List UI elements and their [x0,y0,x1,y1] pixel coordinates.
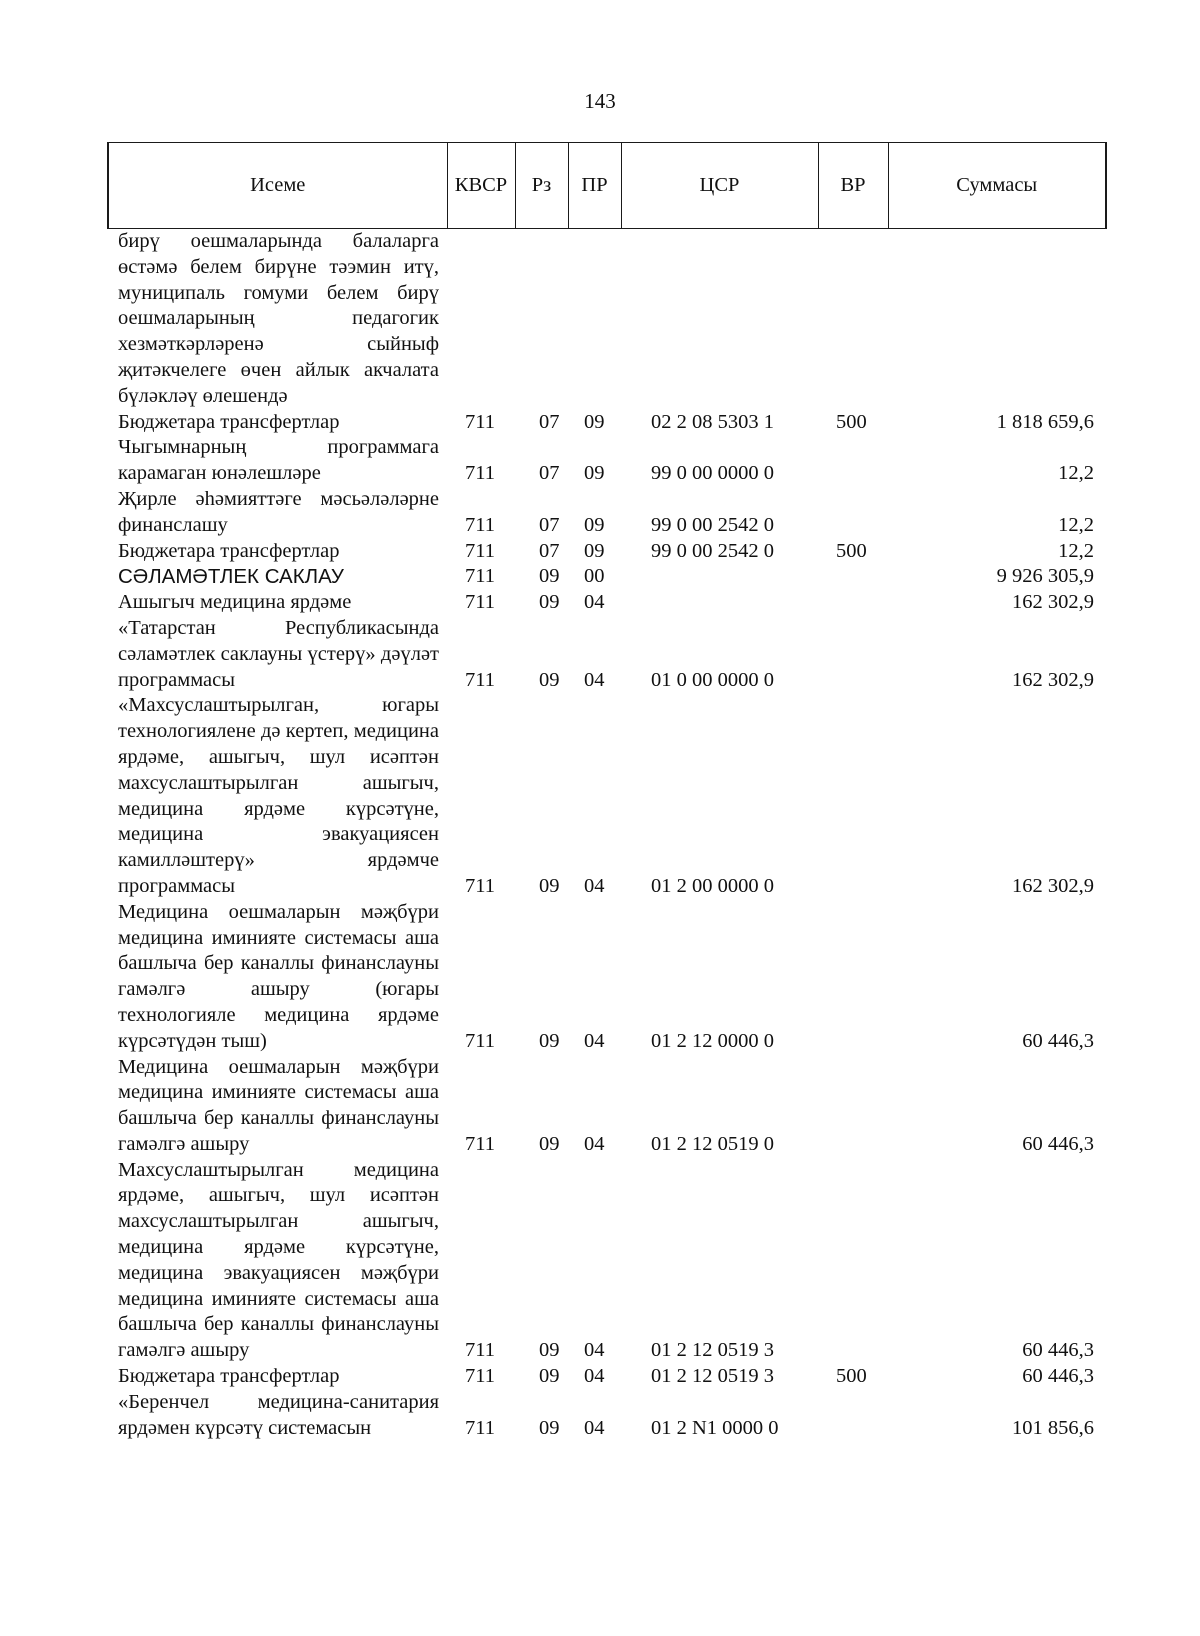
column-header-kvsr: КВСР [447,143,515,229]
row-name: Җирле әһәмияттәге мәсьәләләрне финанслашу [118,487,439,536]
column-header-rz: Рз [515,143,568,229]
row-name: «Махсуслаштырылган, югары технологиялене дә кертеп, медицина ярдәме, ашыгыч, шул исәптән махсуслаштырылган ашыгыч, медицина ярдәме күрсәтүне, медицина эвакуациясен камилләштерү» ярдәмче программасы [118,694,439,897]
row-rz: 09 [539,591,560,614]
row-vr [818,590,888,616]
row-kvsr: 711 [465,1365,495,1388]
table-row [108,487,1106,539]
row-sum: 162 302,9 [1012,668,1094,691]
row-name: бирү оешмаларында балаларга өстәмә белем бирүне тәэмин итү, муниципаль гомуми белем бирү оешмаларының педагогик хезмәткәрләренә сыйныф җитәкчелеге өчен айлык акчалата бүләкләү өлешендә [118,230,439,407]
row-kvsr: 711 [465,565,495,588]
column-header-vr: ВР [818,143,888,229]
table-row [108,616,1106,693]
row-rz: 09 [539,668,560,691]
row-sum: 12,2 [1058,539,1094,562]
row-sum: 101 856,6 [1012,1416,1094,1439]
row-csr: 01 0 00 0000 0 [651,668,774,691]
table-row [108,435,1106,487]
column-header-sum: Суммасы [888,143,1106,229]
column-header-csr: ЦСР [621,143,818,229]
row-name: Бюджетара трансфертлар [118,410,340,433]
section-row [108,564,1106,590]
row-rz: 09 [539,565,560,588]
row-pr [568,229,621,410]
row-name: Ашыгыч медицина ярдәме [118,591,352,614]
row-rz: 07 [539,539,560,562]
row-sum: 60 446,3 [1022,1132,1094,1155]
row-pr: 04 [584,1339,605,1362]
table-row [108,1390,1106,1442]
row-kvsr: 711 [465,410,495,433]
row-vr [818,229,888,410]
row-rz: 09 [539,1365,560,1388]
row-kvsr: 711 [465,1339,495,1362]
row-sum [888,229,1106,410]
row-kvsr: 711 [465,591,495,614]
row-sum: 60 446,3 [1022,1365,1094,1388]
table-row [108,1158,1106,1364]
row-pr: 04 [584,1132,605,1155]
row-vr [818,900,888,1055]
row-kvsr: 711 [465,539,495,562]
row-pr: 00 [584,565,605,588]
row-pr: 04 [584,591,605,614]
row-rz: 07 [539,410,560,433]
row-sum: 9 926 305,9 [996,565,1094,588]
row-csr: 01 2 12 0519 3 [651,1365,774,1388]
row-name: «Татарстан Республикасында сәламәтлек саклауны үстерү» дәүләт программасы [118,616,439,691]
row-kvsr [447,229,515,410]
row-rz: 09 [539,1416,560,1439]
row-csr [621,590,818,616]
row-vr [818,1158,888,1364]
row-sum: 12,2 [1058,462,1094,485]
row-sum: 60 446,3 [1022,1029,1094,1052]
column-header-name: Исеме [108,143,447,229]
row-name: Махсуслаштырылган медицина ярдәме, ашыгыч, шул исәптән махсуслаштырылган ашыгыч, медицина ярдәме күрсәтүне, медицина эвакуациясен мәҗбүри медицина иминияте системасы аша башлыча бер каналлы финанслауны гамәлгә ашыру [118,1158,439,1362]
table-row [108,410,1106,436]
row-pr: 09 [584,410,605,433]
row-rz: 09 [539,1339,560,1362]
row-kvsr: 711 [465,1416,495,1439]
row-pr: 04 [584,1029,605,1052]
row-pr: 09 [584,513,605,536]
row-vr [818,1055,888,1158]
row-vr [818,487,888,539]
row-sum: 1 818 659,6 [996,410,1094,433]
row-pr: 09 [584,462,605,485]
row-name: Бюджетара трансфертлар [118,1365,340,1388]
row-csr: 01 2 12 0519 0 [651,1132,774,1155]
table-row [108,1364,1106,1390]
table-row [108,229,1106,410]
row-csr: 01 2 12 0519 3 [651,1339,774,1362]
row-pr: 09 [584,539,605,562]
budget-table [107,142,1107,1441]
row-csr [621,564,818,590]
table-row [108,1055,1106,1158]
row-csr: 99 0 00 0000 0 [651,462,774,485]
row-vr: 500 [836,1365,867,1388]
row-name: Чыгымнарның программага карамаган юнәлешләре [118,436,439,485]
row-kvsr: 711 [465,1029,495,1052]
row-sum: 12,2 [1058,513,1094,536]
row-pr: 04 [584,874,605,897]
row-csr: 01 2 12 0000 0 [651,1029,774,1052]
row-csr: 01 2 00 0000 0 [651,874,774,897]
row-vr [818,564,888,590]
row-vr: 500 [836,539,867,562]
table-row [108,590,1106,616]
table-header [108,143,1106,229]
row-name: СӘЛАМӘТЛЕК САКЛАУ [118,565,344,589]
row-rz: 09 [539,1132,560,1155]
row-rz: 09 [539,874,560,897]
row-name: Медицина оешмаларын мәҗбүри медицина иминияте системасы аша башлыча бер каналлы финанслауны гамәлгә ашыру (югары технологияле медицина ярдәме күрсәтүдән тыш) [118,900,439,1052]
row-rz: 07 [539,462,560,485]
row-vr [818,435,888,487]
row-csr: 99 0 00 2542 0 [651,513,774,536]
row-sum: 60 446,3 [1022,1339,1094,1362]
row-rz: 09 [539,1029,560,1052]
row-kvsr: 711 [465,513,495,536]
row-pr: 04 [584,1365,605,1388]
row-csr: 99 0 00 2542 0 [651,539,774,562]
row-pr: 04 [584,668,605,691]
row-rz [515,229,568,410]
page-number: 143 [584,89,616,113]
row-csr: 01 2 N1 0000 0 [651,1416,779,1439]
row-pr: 04 [584,1416,605,1439]
row-vr [818,693,888,899]
row-kvsr: 711 [465,668,495,691]
row-kvsr: 711 [465,874,495,897]
row-rz: 07 [539,513,560,536]
row-name: Бюджетара трансфертлар [118,539,340,562]
row-vr [818,1390,888,1442]
table-row [108,539,1106,565]
column-header-pr: ПР [568,143,621,229]
row-kvsr: 711 [465,462,495,485]
row-name: Медицина оешмаларын мәҗбүри медицина иминияте системасы аша башлыча бер каналлы финанслауны гамәлгә ашыру [118,1055,439,1155]
row-kvsr: 711 [465,1132,495,1155]
row-sum: 162 302,9 [1012,874,1094,897]
row-vr: 500 [836,410,867,433]
row-csr [621,229,818,410]
row-csr: 02 2 08 5303 1 [651,410,774,433]
row-vr [818,616,888,693]
row-sum: 162 302,9 [1012,591,1094,614]
table-row [108,693,1106,899]
table-row [108,900,1106,1055]
row-name: «Беренчел медицина-санитария ярдәмен күрсәтү системасын [118,1390,439,1439]
